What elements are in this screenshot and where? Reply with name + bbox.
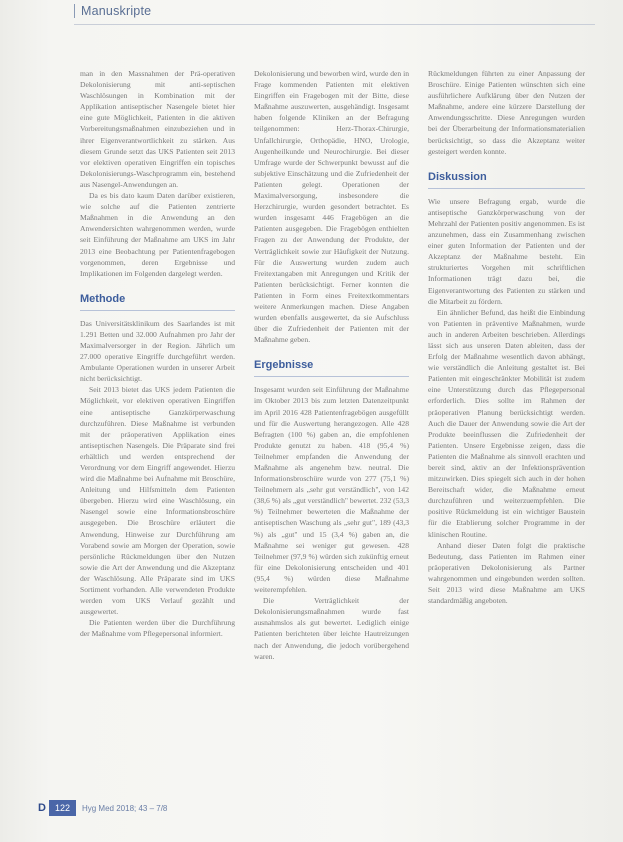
column-right: [428, 68, 585, 606]
column-left: [80, 68, 235, 640]
paragraph: Das Universitätsklinikum des Saarlandes ist mit 1.291 Betten und 32.000 Aufnahmen pro Jahr der Maximalversorger in der Region. Jährlich um 27.000 operative Eingriffe durchgeführt werden. Ambulante Operationen wurden in unserer Arbeit nicht berücksichtigt.: [80, 318, 235, 384]
paragraph: Dekolonisierung und beworben wird, wurde den in Frage kommenden Patienten mit elektiven Eingriffen ein Fragebogen mit der Bitte, diese Maßnahme auszuwerten, ausgehändigt. Insgesamt haben folgende Kliniken an der Befragung teilgenommen: Herz-Thorax-Chirurgie, Unfallchirurgie, Orthopädie, HNO, Urologie, Augenheilkunde und Neurochirurgie. Bei dieser Umfrage wurde der Schwerpunkt bewusst auf die subjektive Einschätzung und die Zufriedenheit der Patienten gelegt. Operationen der Maximalversorgung, insbesondere die Herzchirurgie, wurden gesondert betrachtet. Es wurden insgesamt 446 Fragebögen an die Patienten ausgegeben. Die Fragebögen enthielten Fragen zu der Anwendung der Produkte, der Verträglichkeit sowie zur Häufigkeit der Nutzung. Für die Auswertung wurden zudem auch Freitextangaben mit Anregungen und Kritik der Patienten berücksichtigt. Ferner konnten die Patienten in Form eines Freitextkommentars weitere Anmerkungen machen. Diese Angaben wurden ebenfalls ausgewertet, da sie Aufschluss über die Zufriedenheit der Patienten mit der Maßnahme geben.: [254, 69, 410, 345]
header-divider: [74, 4, 75, 18]
paragraph: Da es bis dato kaum Daten darüber existieren, wie solche auf die Patienten zentrierte Maßnahmen in die Anwendung an den Anwendersichten wahrgenommen werden, wurde seit Einführung der Maßnahme am UKS im Jahr 2013 eine Beobachtung per Patientenfragebogen vorgenommen, deren Ergebnisse und Implikationen im Folgenden dargelegt werden.: [80, 191, 235, 278]
section-heading-discussion: Diskussion: [428, 171, 585, 189]
page-footer: [38, 797, 167, 819]
section-title: Manuskripte: [81, 4, 152, 18]
journal-citation: Hyg Med 2018; 43 – 7/8: [81, 803, 168, 813]
header-rule: [74, 24, 595, 25]
section-heading-methods: Methode: [80, 293, 235, 311]
paragraph: Die Verträglichkeit der Dekolonisierungsmaßnahmen wurde fast ausnahmslos als gut bewertet. Lediglich einige Patienten berichteten über leichte Hautreizungen nach der Anwendung, die jedoch vorübergehend waren.: [254, 596, 409, 661]
paragraph: Anhand dieser Daten folgt die praktische Bedeutung, dass Patienten im Rahmen einer präoperativen Dekolonisierung als Partner wahrgenommen und eingebunden werden sollten. Seit 2013 wird diese Maßnahme am UKS standardmäßig angeboten.: [428, 540, 585, 606]
paragraph: man in den Massnahmen der Prä-operativen Dekolonisierung mit anti-septischen Waschlösungen in Kombination mit der Applikation antiseptischer Nasengele bietet hier eine gute Möglichkeit, Patienten in die aktiven Vorbereitungsmaßnahmen einzubeziehen und in ihrer Eigenverantwortlichkeit zu stärken. Aus diesem Grunde setzt das UKS Patienten seit 2013 vor elektiven operativen Eingriffen ein topisches Dekolonisierungs-Waschprogramm ein, bestehend aus Nasengel-Anwendungen an.: [80, 69, 235, 189]
paragraph: Rückmeldungen führten zu einer Anpassung der Broschüre. Einige Patienten wünschten sich eine ausführlichere Aufklärung über den Nutzen der Maßnahme, andere eine kürzere Darstellung der Anwendungsschritte. Diese Anregungen wurden bei der Überarbeitung der Informationsmaterialien berücksichtigt, so dass die Akzeptanz weiter gesteigert werden konnte.: [428, 69, 585, 156]
paragraph: Insgesamt wurden seit Einführung der Maßnahme im Oktober 2013 bis zum letzten Datenzeitpunkt im April 2016 428 Patientenfragebögen ausgefüllt und für die Auswertung herangezogen. Alle 428 Befragten (100 %) gaben an, die empfohlenen Produkte genutzt zu haben. 418 (95,4 %) Teilnehmer empfanden die Anwendung der Maßnahme als angenehm bzw. neutral. Die Informationsbroschüre wurde von 277 (75,1 %) Teilnehmern als „sehr gut verständlich", von 142 (38,6 %) als „gut verständlich" bewertet. 232 (53,3 %) Teilnehmer bewerteten die Maßnahme der antiseptischen Waschung als „sehr gut", 189 (43,3 %) als „gut" und 15 (3,4 %) gaben an, die Maßnahme sei weniger gut gewesen. 428 Teilnehmer (97,9 %) würden sich zukünftig erneut für eine Dekolonisierung entscheiden und 401 (95,4 %) würden diese Maßnahme weiterempfehlen.: [254, 385, 409, 595]
section-letter: D: [38, 802, 46, 814]
paragraph: Wie unsere Befragung ergab, wurde die antiseptische Ganzkörperwaschung von der Mehrzahl der Patienten positiv angenommen. Es ist anzunehmen, dass ein Zusammenhang zwischen einer guten Information der Patienten und der Akzeptanz der Maßnahme besteht. Ein strukturiertes Vorgehen mit schriftlichen Informationen trägt dazu bei, die Eigenverantwortung des Patienten zu stärken und die Mitarbeit zu fördern.: [428, 196, 585, 306]
section-heading-results: Ergebnisse: [254, 359, 409, 377]
paragraph: Die Patienten werden über die Durchführung der Maßnahme vom Pflegepersonal informiert.: [80, 618, 235, 639]
running-header: [74, 0, 151, 22]
paragraph: Seit 2013 bietet das UKS jedem Patienten die Möglichkeit, vor elektiven operativen Eingriffen eine antiseptische Ganzkörperwaschung durchzuführen. Diese Maßnahme ist verbunden mit der präoperativen Applikation eines antiseptischen Nasengels. Die Präparate sind frei erhältlich und werden entsprechend der Verordnung vor dem Eingriff angewendet. Hierzu wird die Maßnahme bei Aufnahme mit Broschüre, Anleitung und Hilfsmitteln dem Patienten übergeben. Hierzu wird eine Waschlösung, ein Nasengel sowie eine Informationsbroschüre ausgegeben. Die Broschüre erläutert die Anwendung, Hinweise zur Durchführung am Vorabend sowie am Morgen der Operation, sowie persönliche Rückmeldungen über den Nutzen sowie die Art der Anwendung und die Akzeptanz der Waschlösung. Alle Präparate sind im UKS Sortiment vorhanden. Alle verwendeten Produkte werden vom UKS Verlauf gezählt und ausgewertet.: [80, 385, 235, 617]
paragraph: Ein ähnlicher Befund, das heißt die Einbindung von Patienten in präventive Maßnahmen, wurde auch in anderen Arbeiten beschrieben. Allerdings lässt sich aus unseren Daten ableiten, dass der Erfolg der Maßnahme wesentlich davon abhängt, wie verständlich die Anleitung gestaltet ist. Bei Patienten mit eingeschränkter Mobilität ist zudem eine Unterstützung durch das Pflegepersonal erforderlich. Dies sollte im Rahmen der präoperativen Planung berücksichtigt werden. Auch die Dauer der Anwendung sowie die Art der Produkte beeinflussen die Zufriedenheit der Patienten. Unsere Ergebnisse zeigen, dass die Patienten die Maßnahme als sinnvoll erachten und bereit sind, aktiv an der Infektionsprävention mitzuwirken. Dies spiegelt sich auch in der hohen Bereitschaft wider, die Maßnahme erneut durchzuführen und weiterzuempfehlen. Die positive Rückmeldung ist ein wichtiger Baustein für die Etablierung solcher Programme in der klinischen Routine.: [428, 307, 585, 539]
column-middle: [254, 68, 409, 662]
page-number-badge: 122: [49, 800, 76, 816]
